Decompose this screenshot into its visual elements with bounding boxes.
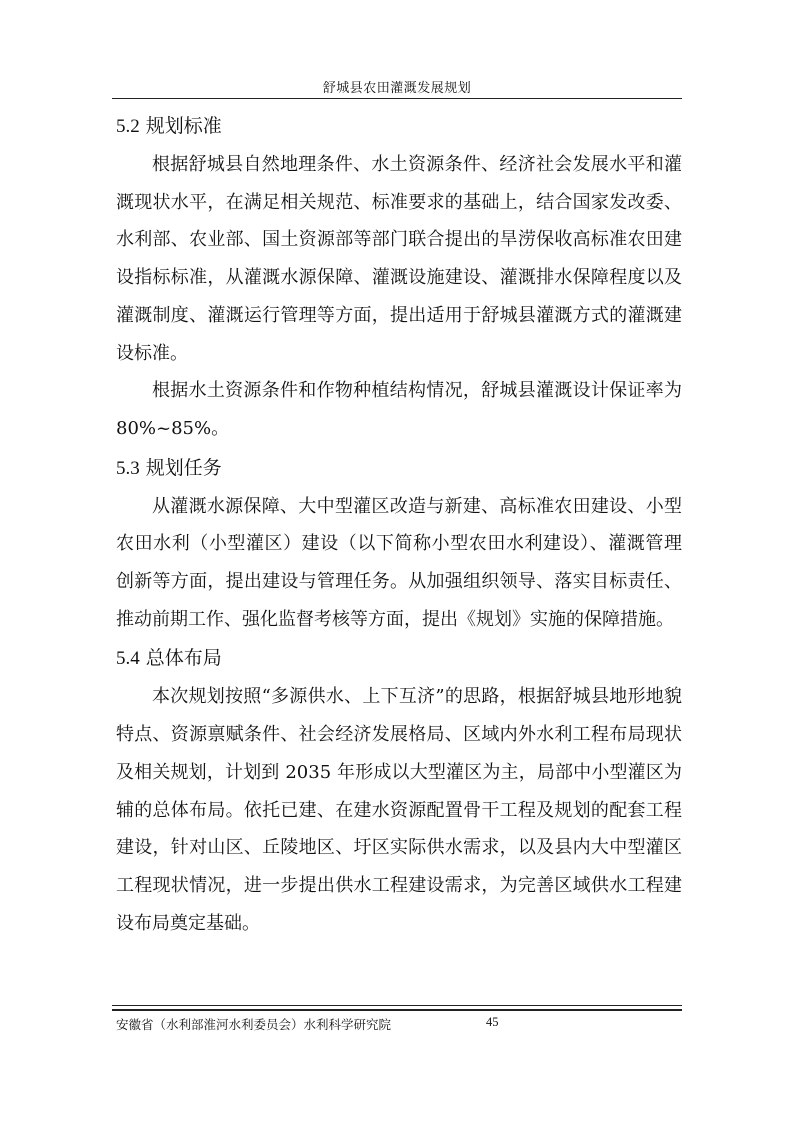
section-heading — [116, 448, 682, 488]
paragraph: 从灌溉水源保障、大中型灌区改造与新建、高标准农田建设、小型农田水利（小型灌区）建设（以下简称小型农田水利建设）、灌溉管理创新等方面，提出建设与管理任务。从加强组织领导、落实目标责任、推动前期工作、强化监督考核等方面，提出《规划》实施的保障措施。 — [116, 495, 682, 630]
section-title: 规划任务 — [145, 456, 222, 479]
section-5-4 — [116, 638, 682, 942]
section-number: 5.2 — [116, 116, 140, 137]
section-number: 5.3 — [116, 457, 140, 479]
footer-divider — [112, 1005, 682, 1006]
footer-organization: 安徽省（水利部淮河水利委员会）水利科学研究院 — [116, 1017, 392, 1032]
paragraph: 根据水土资源条件和作物种植结构情况，舒城县灌溉设计保证率为 80%~85%。 — [116, 380, 682, 439]
paragraph: 根据舒城县自然地理条件、水土资源条件、经济社会发展水平和灌溉现状水平，在满足相关规范、标准要求的基础上，结合国家发改委、水利部、农业部、国土资源部等部门联合提出的旱涝保收高标准农田建设指标标准，从灌溉水源保障、灌溉设施建设、灌溉排水保障程度以及灌溉制度、灌溉运行管理等方面，提出适用于舒城县灌溉方式的灌溉建设标准。 — [116, 154, 682, 364]
footer-divider-thick — [112, 1009, 682, 1011]
section-5-3 — [116, 448, 682, 639]
section-5-2 — [116, 106, 682, 448]
section-heading — [116, 638, 682, 678]
main-content — [116, 106, 682, 942]
running-header-title: 舒城县农田灌溉发展规划 — [322, 81, 472, 96]
paragraph: 本次规划按照“多源供水、上下互济”的思路，根据舒城县地形地貌特点、资源禀赋条件、社会经济发展格局、区域内外水利工程布局现状及相关规划，计划到 2035 年形成以大型灌区为主，局部中小型灌区为辅的总体布局。依托已建、在建水资源配置骨干工程及规划的配套工程建设，针对山区、丘陵地区、圩区实际供水需求，以及县内大中型灌区工程现状情况，进一步提出供水工程建设需求，为完善区域供水工程建设布局奠定基础。 — [116, 686, 682, 934]
page-number: 45 — [486, 1015, 499, 1029]
section-heading — [116, 106, 682, 146]
header-divider — [112, 98, 682, 99]
section-title: 规划标准 — [145, 115, 222, 137]
section-title: 总体布局 — [145, 647, 222, 670]
section-number: 5.4 — [116, 648, 140, 670]
